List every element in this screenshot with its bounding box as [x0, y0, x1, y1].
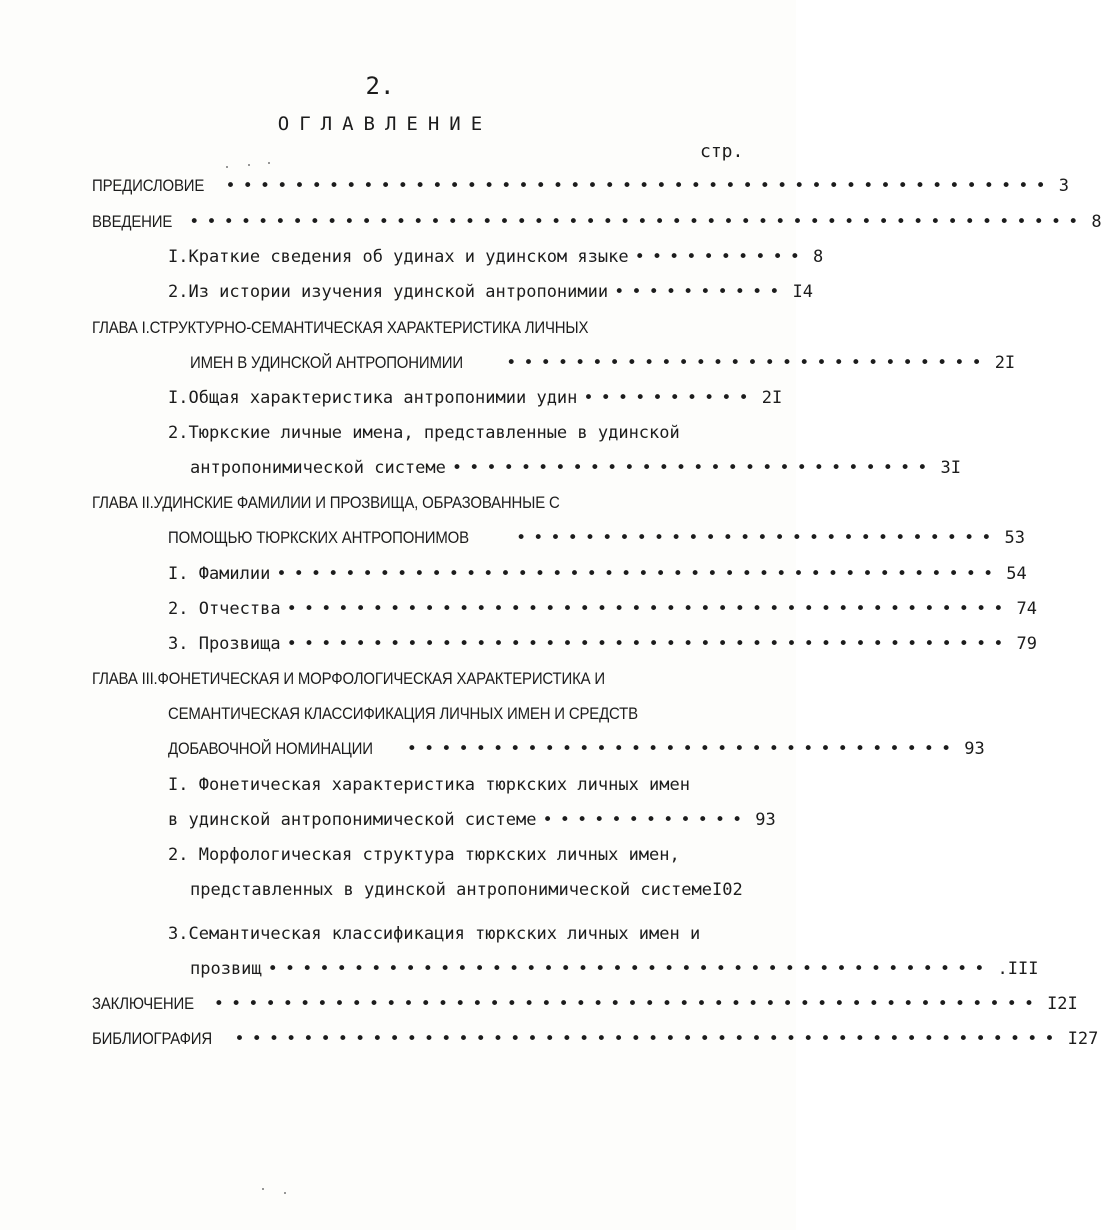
toc-entry-title: ПОМОЩЬЮ ТЮРКСКИХ АНТРОПОНИМОВ [168, 528, 469, 547]
toc-entry-title: ДОБАВОЧНОЙ НОМИНАЦИИ [168, 739, 373, 758]
leader-dots: •••••••••••••••••••••••••••••••••••••••••• [267, 959, 992, 979]
leader-dots: •••••••••••••••••••••••••••••••••••••••••• [286, 599, 1011, 619]
toc-entry-page: 3I [940, 458, 961, 478]
scan-speck [262, 1188, 264, 1190]
toc-entry-intro-2 [168, 281, 813, 303]
toc-entry-page: 93 [755, 810, 776, 830]
toc-entry-conclusion [92, 993, 1078, 1015]
toc-entry-page: 54 [1006, 564, 1027, 584]
leader-dots: •••••••••••• [542, 810, 750, 830]
scan-speck [284, 1192, 286, 1194]
toc-entry-chapter-2 [168, 527, 1025, 549]
leader-dots: •••••••••••••••••••••••••••• [515, 528, 999, 548]
toc-chapter-2-line1 [92, 492, 623, 514]
toc-entry-page: 93 [964, 739, 985, 759]
toc-entry-page: 3 [1058, 176, 1069, 196]
leader-dots: •••••••••••••••••••••••••••••••••••••••••••••••• [213, 994, 1042, 1014]
toc-entry-page: 2I [994, 353, 1016, 373]
toc-chapter-3-line2 [168, 703, 702, 725]
toc-entry-intro-1 [168, 246, 824, 268]
toc-entry-title: I.Краткие сведения об удинах и удинском языке [168, 247, 629, 267]
toc-entry-title: I.Общая характеристика антропонимии удин [168, 388, 578, 408]
toc-entry-chapter-1-1 [168, 387, 783, 409]
toc-entry-chapter-3-2-line2: представленных в удинской антропонимической системеI02 [190, 880, 743, 900]
leader-dots: •••••••••••••••••••••••••••••••••••••••••• [286, 634, 1011, 654]
toc-entry-title: I. Фамилии [168, 564, 271, 584]
toc-entry-chapter-2-2 [168, 598, 1037, 620]
toc-chapter-1-line1 [92, 317, 656, 339]
page-number: 2. [365, 72, 395, 100]
toc-entry-chapter-3-3-line1: 3.Семантическая классификация тюркских личных имен и [168, 924, 701, 944]
leader-dots: •••••••••• [583, 388, 756, 408]
toc-entry-page: 74 [1016, 599, 1037, 619]
scan-speck [268, 162, 270, 164]
toc-entry-preface [92, 175, 1069, 197]
toc-title: ОГЛАВЛЕНИЕ [277, 113, 493, 135]
toc-entry-page: I27 [1067, 1029, 1099, 1049]
toc-entry-title: 3. Прозвища [168, 634, 281, 654]
chapter-title: ГЛАВА I.СТРУКТУРНО-СЕМАНТИЧЕСКАЯ ХАРАКТЕРИСТИКА ЛИЧНЫХ [92, 318, 589, 337]
toc-entry-intro [92, 211, 1102, 233]
leader-dots: •••••••••••••••••••••••••••••••••••••••••• [276, 564, 1001, 584]
toc-entry-title: 2.Из истории изучения удинской антропонимии [168, 282, 609, 302]
leader-dots: •••••••••••••••••••••••••••••••••••••••••••••••• [234, 1029, 1062, 1049]
toc-entry-chapter-3-3 [190, 958, 1039, 980]
chapter-title: ГЛАВА III.ФОНЕТИЧЕСКАЯ И МОРФОЛОГИЧЕСКАЯ ХАРАКТЕРИСТИКА И [92, 669, 605, 688]
leader-dots: •••••••••••••••••••••••••••••••• [406, 739, 959, 759]
toc-entry-title: ИМЕН В УДИНСКОЙ АНТРОПОНИМИИ [190, 353, 463, 372]
leader-dots: •••••••••••••••••••••••••••••••••••••••••••••••••••• [189, 212, 1086, 232]
toc-entry-page: I2I [1047, 994, 1078, 1014]
toc-entry-page: .III [997, 959, 1039, 979]
chapter-title: ГЛАВА II.УДИНСКИЕ ФАМИЛИИ И ПРОЗВИЩА, ОБРАЗОВАННЫЕ С [92, 493, 560, 512]
toc-entry-title: ВВЕДЕНИЕ [92, 212, 173, 231]
page-column-label: стр. [700, 141, 744, 162]
toc-entry-bibliography [92, 1028, 1099, 1050]
leader-dots: •••••••••••••••••••••••••••••••••••••••••••••••• [225, 176, 1053, 196]
toc-entry-title: прозвищ [190, 959, 262, 979]
toc-entry-chapter-3-2-line1: 2. Морфологическая структура тюркских личных имен, [168, 845, 680, 865]
scan-speck [226, 166, 228, 168]
toc-entry-chapter-1-2-line1: 2.Тюркские личные имена, представленные в удинской [168, 423, 680, 443]
toc-entry-title: в удинской антропонимической системе [168, 810, 537, 830]
scan-speck [248, 164, 250, 166]
toc-entry-chapter-2-1 [168, 563, 1027, 585]
toc-entry-title: антропонимической системе [190, 458, 446, 478]
toc-entry-title: 2. Отчества [168, 599, 281, 619]
toc-entry-chapter-3 [168, 738, 985, 760]
toc-entry-title: БИБЛИОГРАФИЯ [92, 1029, 212, 1048]
toc-entry-chapter-3-1 [168, 809, 776, 831]
toc-entry-chapter-2-3 [168, 633, 1037, 655]
toc-entry-page: 79 [1016, 634, 1037, 654]
chapter-title: СЕМАНТИЧЕСКАЯ КЛАССИФИКАЦИЯ ЛИЧНЫХ ИМЕН И СРЕДСТВ [168, 704, 638, 723]
toc-entry-page: 53 [1004, 528, 1025, 548]
leader-dots: •••••••••••••••••••••••••••• [451, 458, 935, 478]
toc-entry-page: 2I [761, 388, 783, 408]
toc-entry-page: I4 [792, 282, 813, 302]
toc-entry-title: ЗАКЛЮЧЕНИЕ [92, 994, 194, 1013]
leader-dots: •••••••••• [614, 282, 787, 302]
toc-entry-chapter-1-2 [190, 457, 961, 479]
toc-chapter-3-line1 [92, 668, 675, 690]
toc-entry-chapter-1 [190, 352, 1016, 374]
toc-entry-chapter-3-1-line1: I. Фонетическая характеристика тюркских личных имен [168, 775, 690, 795]
toc-entry-title: ПРЕДИСЛОВИЕ [92, 176, 205, 195]
leader-dots: •••••••••••••••••••••••••••• [506, 353, 989, 373]
leader-dots: •••••••••• [634, 247, 807, 267]
toc-entry-page: 8 [812, 247, 824, 267]
toc-entry-page: 8 [1091, 212, 1102, 232]
